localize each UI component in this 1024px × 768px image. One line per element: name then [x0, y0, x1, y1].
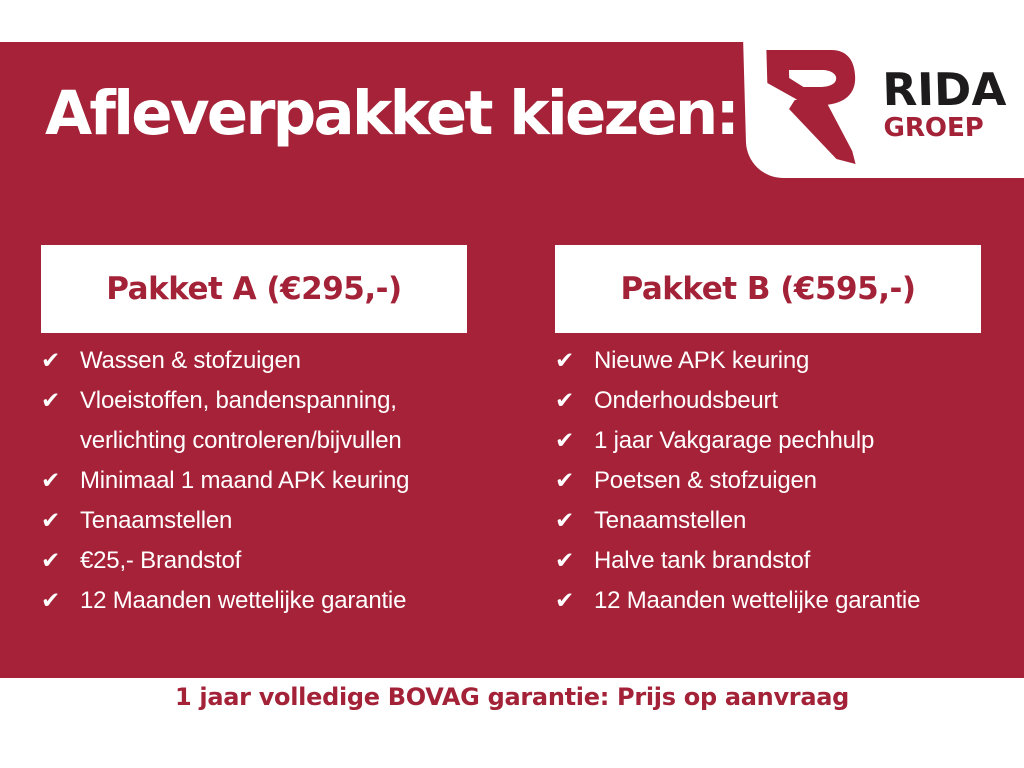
rida-r-mark-icon — [763, 47, 861, 169]
package-b-feature-list — [555, 341, 981, 621]
package-feature-item — [555, 541, 981, 581]
check-icon: ✔ — [555, 348, 575, 374]
package-feature-item — [555, 421, 981, 461]
package-feature-item — [555, 461, 981, 501]
package-feature-text: Nieuwe APK keuring — [594, 347, 810, 374]
package-feature-item — [41, 501, 467, 541]
check-icon: ✔ — [41, 588, 61, 614]
package-feature-text: €25,- Brandstof — [80, 547, 242, 574]
brand-name: RIDA — [881, 63, 1007, 116]
package-b-title: Pakket B (€595,-) — [620, 271, 916, 307]
package-card-b — [555, 245, 981, 621]
package-feature-item — [555, 581, 981, 621]
package-feature-text: 12 Maanden wettelijke garantie — [594, 587, 921, 614]
package-feature-item — [41, 381, 467, 461]
brand-suffix: GROEP — [883, 113, 985, 143]
package-feature-text: Tenaamstellen — [594, 507, 747, 534]
check-icon: ✔ — [41, 508, 61, 534]
package-feature-text: 12 Maanden wettelijke garantie — [80, 587, 407, 614]
package-card-a — [41, 245, 467, 621]
package-a-header — [41, 245, 467, 333]
package-b-header — [555, 245, 981, 333]
brand-logo — [742, 0, 1024, 178]
package-feature-text: Halve tank brandstof — [594, 547, 811, 574]
check-icon: ✔ — [41, 468, 61, 494]
package-feature-item — [41, 581, 467, 621]
package-feature-item — [555, 501, 981, 541]
check-icon: ✔ — [41, 388, 61, 414]
footer-note: 1 jaar volledige BOVAG garantie: Prijs op aanvraag — [174, 683, 850, 711]
check-icon: ✔ — [555, 588, 575, 614]
package-feature-item — [41, 341, 467, 381]
check-icon: ✔ — [555, 468, 575, 494]
package-feature-item — [41, 541, 467, 581]
page-title: Afleverpakket kiezen: — [45, 78, 738, 149]
check-icon: ✔ — [41, 348, 61, 374]
brand-logo-text — [881, 63, 1008, 143]
package-a-feature-list — [41, 341, 467, 621]
package-feature-text: Poetsen & stofzuigen — [594, 467, 817, 494]
check-icon: ✔ — [555, 548, 575, 574]
package-feature-text: Vloeistoffen, bandenspanning, verlichting controleren/bijvullen — [80, 387, 402, 454]
package-feature-text: Minimaal 1 maand APK keuring — [80, 467, 410, 494]
package-feature-item — [41, 461, 467, 501]
check-icon: ✔ — [41, 548, 61, 574]
package-feature-item — [555, 381, 981, 421]
check-icon: ✔ — [555, 508, 575, 534]
check-icon: ✔ — [555, 428, 575, 454]
package-feature-text: Onderhoudsbeurt — [594, 387, 778, 414]
package-a-title: Pakket A (€295,-) — [106, 271, 402, 307]
check-icon: ✔ — [555, 388, 575, 414]
package-feature-text: Wassen & stofzuigen — [80, 347, 301, 374]
package-feature-text: 1 jaar Vakgarage pechhulp — [594, 427, 875, 454]
package-feature-item — [555, 341, 981, 381]
package-feature-text: Tenaamstellen — [80, 507, 233, 534]
